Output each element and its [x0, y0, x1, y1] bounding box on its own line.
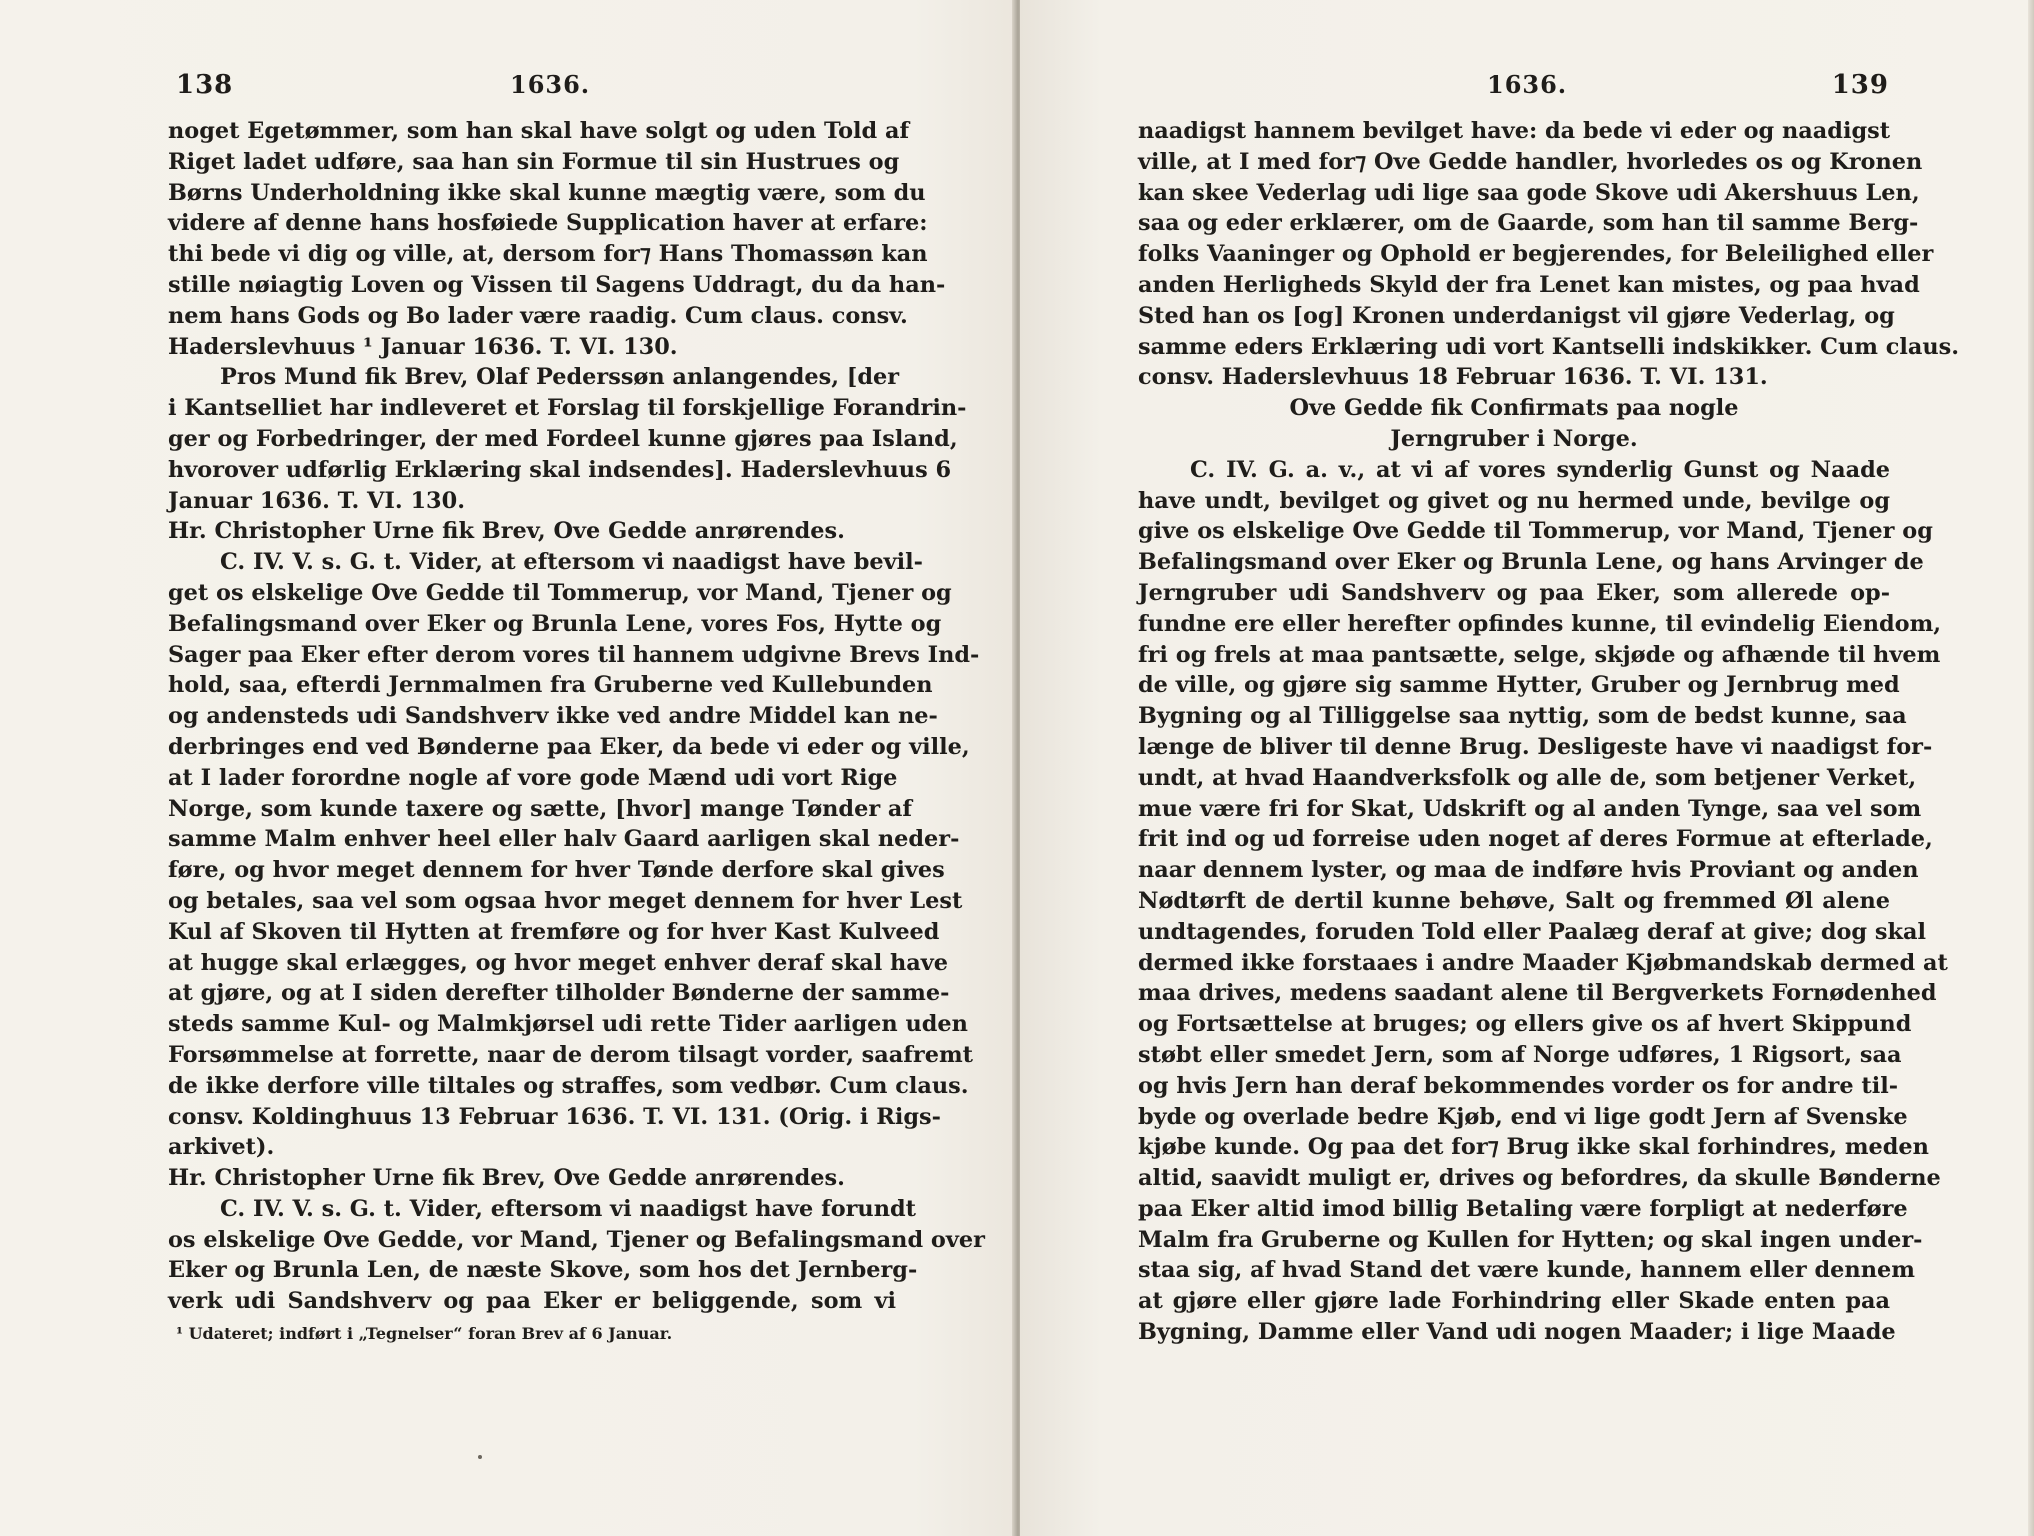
text-line: verk udi Sandshverv og paa Eker er beliggende, som vi	[168, 1288, 896, 1315]
right-page-body	[1138, 116, 1960, 1348]
text-line: consv. Haderslevhuus 18 Februar 1636. T. VI. 131.	[1138, 364, 1768, 391]
text-line: Børns Underholdning ikke skal kunne mægtig være, som du	[168, 179, 926, 206]
text-line: de ikke derfore ville tiltales og straffes, som vedbør. Cum claus.	[168, 1072, 969, 1099]
text-line: Bygning, Damme eller Vand udi nogen Maader; i lige Maade	[1138, 1319, 1896, 1346]
right-page-header	[1137, 70, 1889, 110]
text-line: samme eders Erklæring udi vort Kantselli indskikker. Cum claus.	[1138, 333, 1960, 360]
text-line: ville, at I med for⁊ Ove Gedde handler, hvorledes os og Kronen	[1138, 148, 1923, 175]
text-line: Jerngruber udi Sandshverv og paa Eker, som allerede op-	[1138, 579, 1890, 606]
text-line: Riget ladet udføre, saa han sin Formue til sin Hustrues og	[168, 148, 900, 175]
text-line: stille nøiagtig Loven og Vissen til Sagens Uddragt, du da han-	[168, 271, 946, 298]
text-line: byde og overlade bedre Kjøb, end vi lige godt Jern af Svenske	[1138, 1103, 1908, 1130]
text-line: paa Eker altid imod billig Betaling være forpligt at nederføre	[1138, 1195, 1908, 1222]
text-line: og betales, saa vel som ogsaa hvor meget dennem for hver Lest	[168, 887, 963, 914]
entry-heading: Hr. Christopher Urne fik Brev, Ove Gedde anrørendes.	[168, 1165, 845, 1192]
left-page-body	[168, 116, 985, 1317]
right-page	[1020, 0, 2034, 1536]
text-line: maa drives, medens saadant alene til Bergverkets Fornødenhed	[1138, 980, 1937, 1007]
text-line: Haderslevhuus ¹ Januar 1636. T. VI. 130.	[168, 333, 678, 360]
text-line: Eker og Brunla Len, de næste Skove, som hos det Jernberg-	[168, 1257, 918, 1284]
text-line: C. IV. V. s. G. t. Vider, eftersom vi naadigst have forundt	[220, 1195, 916, 1222]
text-line: undt, at hvad Haandverksfolk og alle de, som betjener Verket,	[1138, 764, 1917, 791]
entry-heading: Ove Gedde fik Confirmats paa nogle	[1289, 395, 1739, 422]
text-line: Sted han os [og] Kronen underdanigst vil gjøre Vederlag, og	[1138, 302, 1895, 329]
text-line: føre, og hvor meget dennem for hver Tønde derfore skal gives	[168, 857, 945, 884]
text-line: Malm fra Gruberne og Kullen for Hytten; og skal ingen under-	[1138, 1226, 1923, 1253]
text-line: naar dennem lyster, og maa de indføre hvis Proviant og anden	[1138, 857, 1919, 884]
page-speck	[478, 1455, 482, 1459]
text-line: thi bede vi dig og ville, at, dersom for⁊ Hans Thomassøn kan	[168, 241, 928, 268]
text-line: arkivet).	[168, 1134, 275, 1161]
text-line: at gjøre, og at I siden derefter tilholder Bønderne der samme-	[168, 980, 950, 1007]
text-line: støbt eller smedet Jern, som af Norge udføres, 1 Rigsort, saa	[1138, 1041, 1902, 1068]
text-line: Befalingsmand over Eker og Brunla Lene, og hans Arvinger de	[1138, 549, 1924, 576]
text-line: noget Egetømmer, som han skal have solgt og uden Told af	[168, 118, 910, 144]
text-line: staa sig, af hvad Stand det være kunde, hannem eller dennem	[1138, 1257, 1915, 1284]
text-line: Kul af Skoven til Hytten at fremføre og for hver Kast Kulveed	[168, 918, 940, 945]
page-number: 138	[176, 70, 234, 100]
text-line: derbringes end ved Bønderne paa Eker, da bede vi eder og ville,	[168, 733, 970, 760]
text-line: og hvis Jern han deraf bekommendes vorder os for andre til-	[1138, 1072, 1899, 1099]
text-line: hvorover udførlig Erklæring skal indsendes]. Haderslevhuus 6	[168, 456, 952, 483]
text-line: altid, saavidt muligt er, drives og befordres, da skulle Bønderne	[1138, 1165, 1941, 1192]
running-header-year: 1636.	[510, 70, 591, 99]
text-line: samme Malm enhver heel eller halv Gaard aarligen skal neder-	[168, 826, 960, 853]
page-edge-shadow	[2028, 0, 2034, 1536]
text-line: dermed ikke forstaaes i andre Maader Kjøbmandskab dermed at	[1138, 949, 1948, 976]
text-line: og Fortsættelse at bruges; og ellers give os af hvert Skippund	[1138, 1011, 1912, 1038]
text-line: i Kantselliet har indleveret et Forslag til forskjellige Forandrin-	[168, 395, 967, 422]
text-line: de ville, og gjøre sig samme Hytter, Gruber og Jernbrug med	[1138, 672, 1900, 699]
text-line: saa og eder erklærer, om de Gaarde, som han til samme Berg-	[1138, 210, 1919, 237]
text-line: Befalingsmand over Eker og Brunla Lene, vores Fos, Hytte og	[168, 610, 942, 637]
text-line: og andensteds udi Sandshverv ikke ved andre Middel kan ne-	[168, 703, 938, 730]
text-line: get os elskelige Ove Gedde til Tommerup, vor Mand, Tjener og	[168, 579, 952, 606]
text-line: videre af denne hans hosføiede Supplication haver at erfare:	[168, 210, 928, 237]
text-line: steds samme Kul- og Malmkjørsel udi rette Tider aarligen uden	[168, 1011, 968, 1038]
text-line: kjøbe kunde. Og paa det for⁊ Brug ikke skal forhindres, meden	[1138, 1134, 1929, 1161]
text-line: Pros Mund fik Brev, Olaf Pederssøn anlangendes, [der	[220, 364, 900, 391]
footnote: ¹ Udateret; indført i „Tegnelser“ foran Brev af 6 Januar.	[176, 1324, 673, 1343]
text-line: give os elskelige Ove Gedde til Tommerup, vor Mand, Tjener og	[1138, 518, 1933, 545]
text-line: Januar 1636. T. VI. 130.	[168, 487, 466, 514]
text-line: at gjøre eller gjøre lade Forhindring eller Skade enten paa	[1138, 1288, 1890, 1315]
text-line: have undt, bevilget og givet og nu hermed unde, bevilge og	[1138, 487, 1890, 514]
left-page	[0, 0, 1016, 1536]
entry-heading: Hr. Christopher Urne fik Brev, Ove Gedde anrørendes.	[168, 518, 845, 545]
text-line: kan skee Vederlag udi lige saa gode Skove udi Akershuus Len,	[1138, 179, 1920, 206]
text-line: naadigst hannem bevilget have: da bede vi eder og naadigst	[1138, 118, 1891, 144]
text-line: Norge, som kunde taxere og sætte, [hvor] mange Tønder af	[168, 795, 913, 822]
text-line: C. IV. G. a. v., at vi af vores synderlig Gunst og Naade	[1190, 456, 1890, 483]
text-line: anden Herligheds Skyld der fra Lenet kan mistes, og paa hvad	[1138, 271, 1920, 298]
text-line: os elskelige Ove Gedde, vor Mand, Tjener og Befalingsmand over	[168, 1226, 985, 1253]
text-line: længe de bliver til denne Brug. Desligeste have vi naadigst for-	[1138, 733, 1933, 760]
text-line: ger og Forbedringer, der med Fordeel kunne gjøres paa Island,	[168, 425, 958, 452]
text-line: folks Vaaninger og Ophold er begjerendes, for Beleilighed eller	[1138, 241, 1934, 268]
text-line: fundne ere eller herefter opfindes kunne, til evindelig Eiendom,	[1138, 610, 1942, 637]
text-line: nem hans Gods og Bo lader være raadig. Cum claus. consv.	[168, 302, 908, 329]
text-line: Forsømmelse at forrette, naar de derom tilsagt vorder, saafremt	[168, 1041, 973, 1068]
text-line: hold, saa, efterdi Jernmalmen fra Gruberne ved Kullebunden	[168, 672, 933, 699]
page-number: 139	[1831, 70, 1889, 100]
text-line: consv. Koldinghuus 13 Februar 1636. T. VI. 131. (Orig. i Rigs-	[168, 1103, 941, 1130]
entry-heading: Jerngruber i Norge.	[1390, 425, 1638, 452]
text-line: undtagendes, foruden Told eller Paalæg deraf at give; dog skal	[1138, 918, 1927, 945]
text-line: fri og frels at maa pantsætte, selge, skjøde og afhænde til hvem	[1138, 641, 1941, 668]
left-page-header	[172, 70, 902, 110]
text-line: mue være fri for Skat, Udskrift og al anden Tynge, saa vel som	[1138, 795, 1922, 822]
text-line: at hugge skal erlægges, og hvor meget enhver deraf skal have	[168, 949, 949, 976]
text-line: Sager paa Eker efter derom vores til hannem udgivne Brevs Ind-	[168, 641, 980, 668]
text-line: Nødtørft de dertil kunne behøve, Salt og fremmed Øl alene	[1138, 887, 1890, 914]
text-line: C. IV. V. s. G. t. Vider, at eftersom vi naadigst have bevil-	[220, 549, 923, 576]
text-line: Bygning og al Tilliggelse saa nyttig, som de bedst kunne, saa	[1138, 703, 1907, 730]
text-line: at I lader forordne nogle af vore gode Mænd udi vort Rige	[168, 764, 898, 791]
running-header-year: 1636.	[1487, 70, 1568, 99]
text-line: frit ind og ud forreise uden noget af deres Formue at efterlade,	[1138, 826, 1933, 853]
